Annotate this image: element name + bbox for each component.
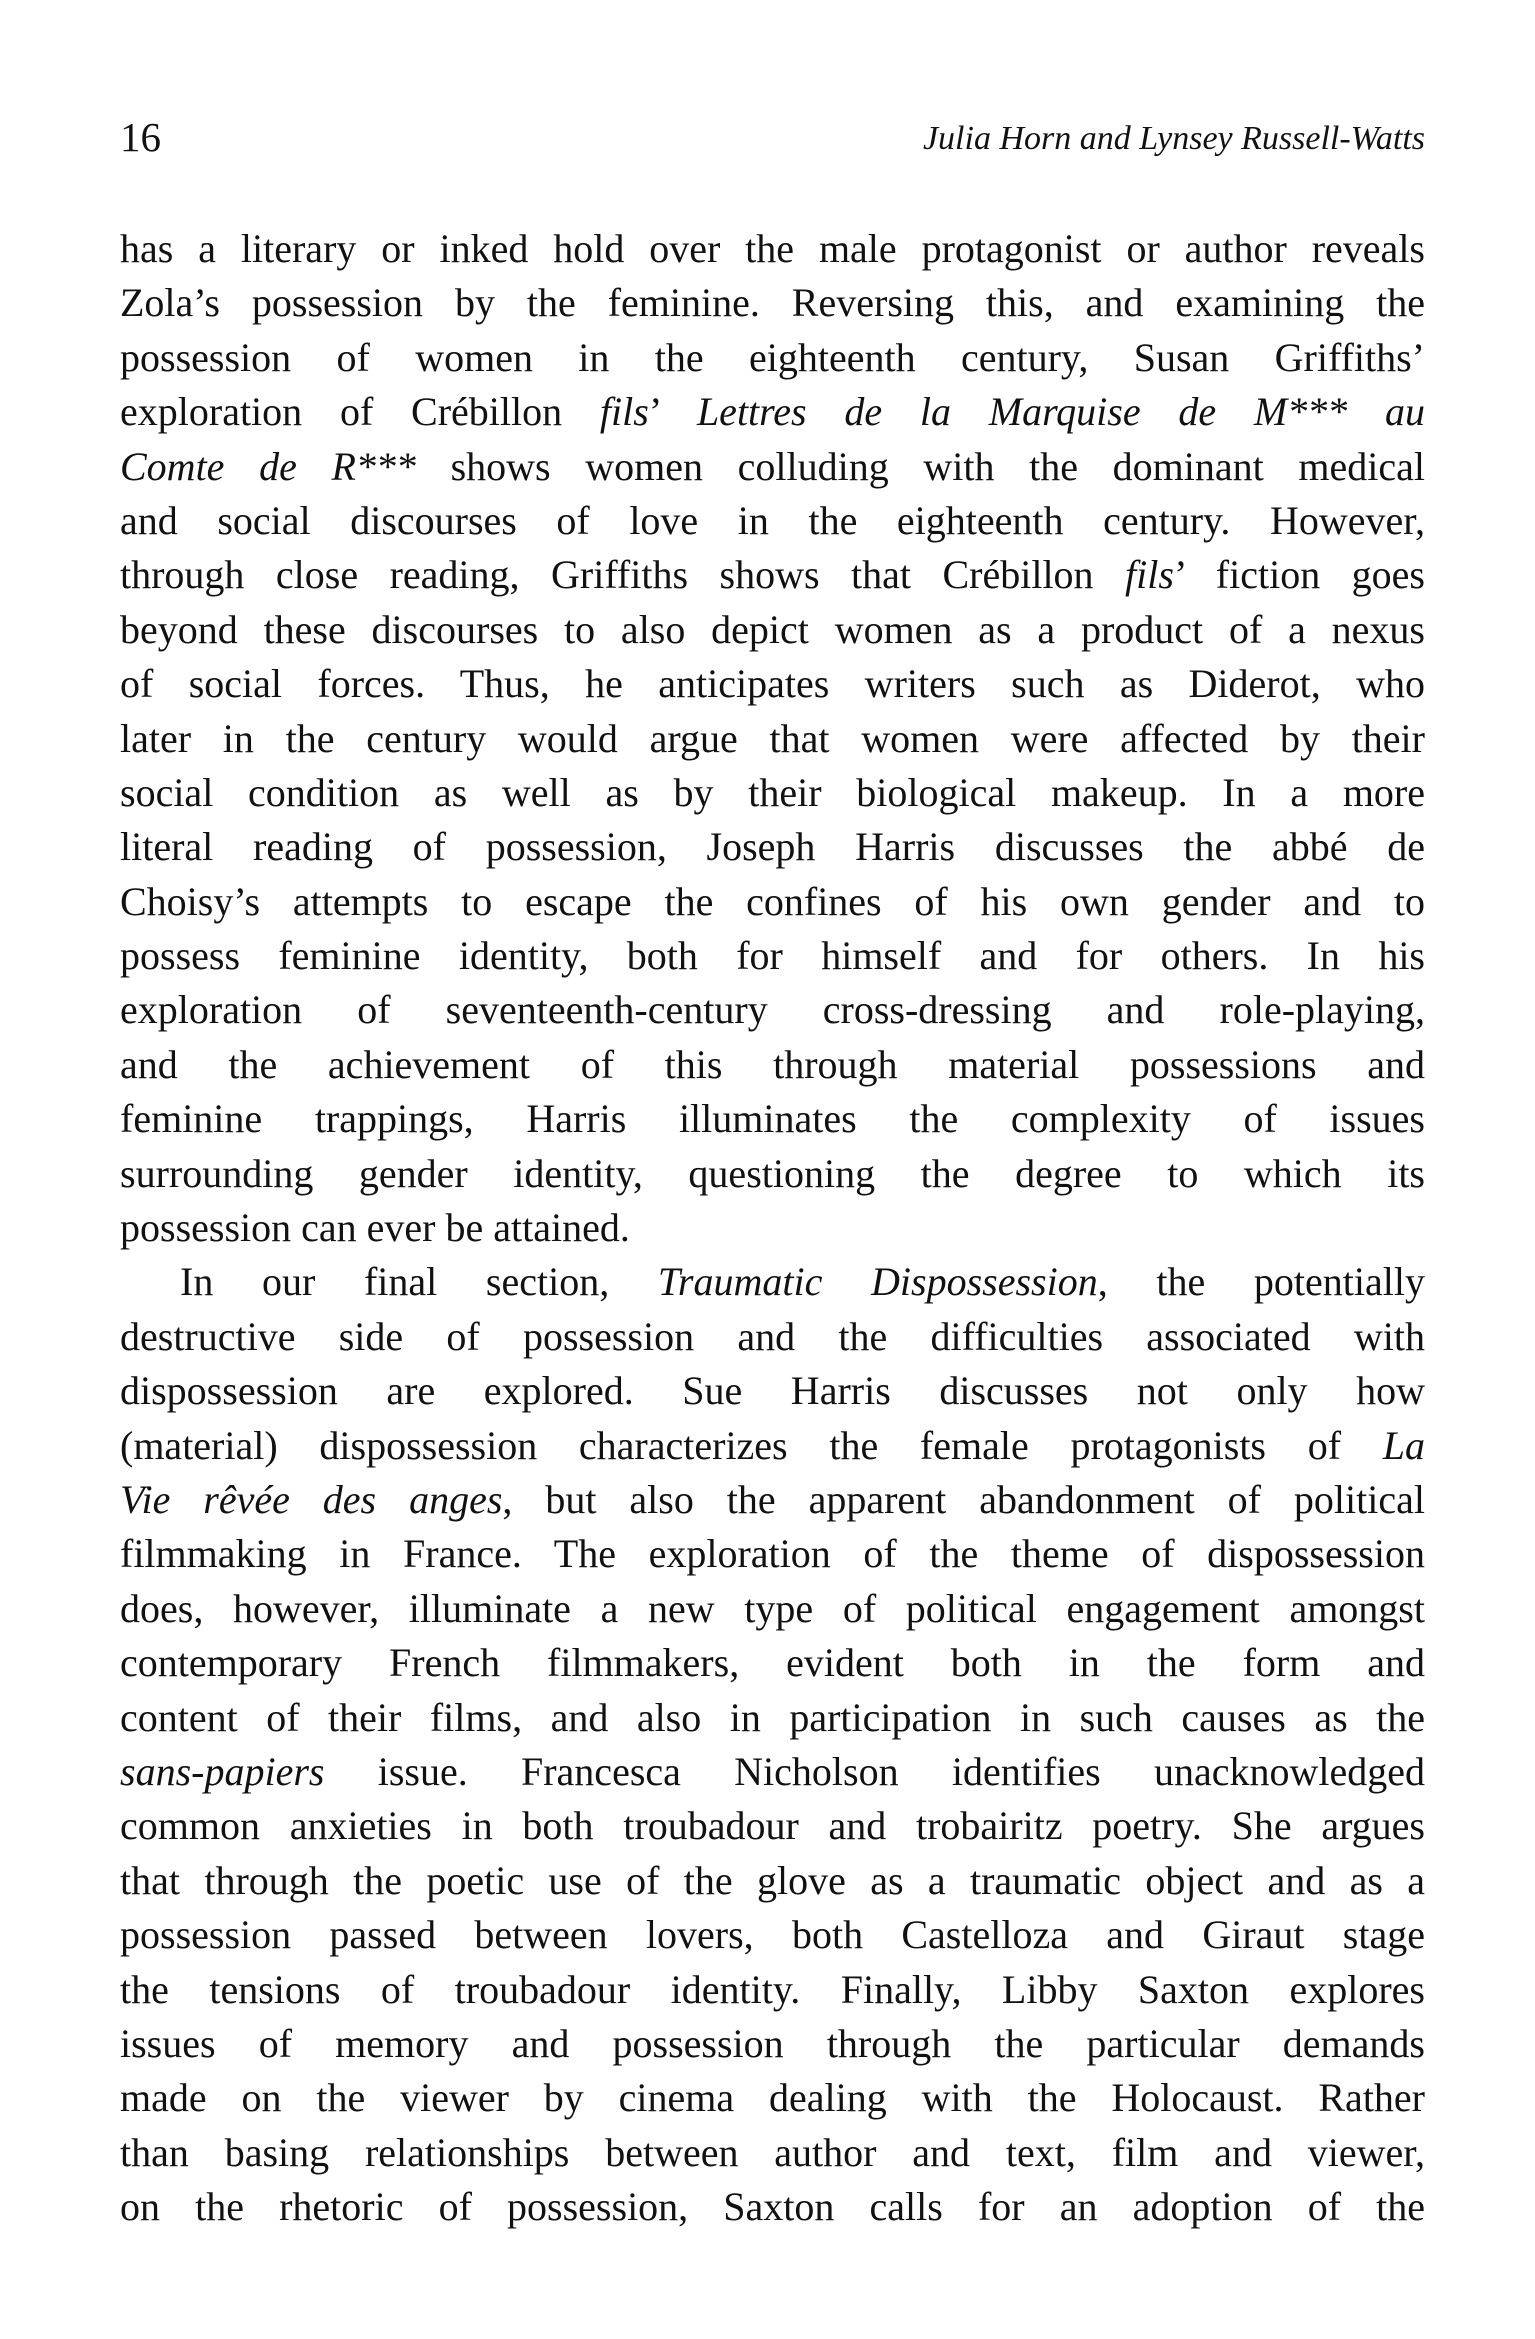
text-segment: made on the viewer by cinema dealing with the Holocaust. Rather (120, 2075, 1425, 2121)
text-line (120, 1147, 1425, 1201)
text-line (120, 1745, 1425, 1799)
italic-text: Vie rêvée des anges (120, 1476, 503, 1522)
page-number: 16 (120, 114, 161, 160)
text-line (120, 2180, 1425, 2234)
text-segment: beyond these discourses to also depict women as a product of a nexus (120, 606, 1425, 652)
text-line (120, 2126, 1425, 2180)
text-line (120, 1092, 1425, 1146)
text-line (120, 2071, 1425, 2125)
text-segment: possession of women in the eighteenth century, Susan Griffiths’ (120, 334, 1425, 380)
text-segment: dispossession are explored. Sue Harris discusses not only how (120, 1368, 1425, 1414)
text-line (120, 1310, 1425, 1364)
text-segment: destructive side of possession and the difficulties associated with (120, 1313, 1425, 1359)
text-line (120, 276, 1425, 330)
text-line (120, 1527, 1425, 1581)
text-line (120, 548, 1425, 602)
text-line (120, 983, 1425, 1037)
text-segment: , the potentially (1097, 1259, 1425, 1305)
text-line (120, 875, 1425, 929)
italic-text: La (1382, 1422, 1425, 1468)
italic-text: Lettres de la Marquise de M*** au (696, 389, 1425, 435)
text-segment: exploration of Crébillon (120, 389, 600, 435)
text-line (120, 1201, 1425, 1255)
text-segment: , but also the apparent abandonment of political (502, 1476, 1425, 1522)
text-line (120, 766, 1425, 820)
text-segment: (material) dispossession characterizes the female protagonists of (120, 1422, 1383, 1468)
text-segment: Choisy’s attempts to escape the confines of his own gender and to (120, 878, 1425, 924)
text-segment: content of their films, and also in participation in such causes as the (120, 1694, 1425, 1740)
text-segment: In our final section, (180, 1259, 658, 1305)
text-segment: does, however, illuminate a new type of political engagement amongst (120, 1585, 1425, 1631)
text-segment: than basing relationships between author and text, film and viewer, (120, 2129, 1425, 2175)
text-line (120, 1582, 1425, 1636)
text-line (120, 2017, 1425, 2071)
italic-text: fils (1125, 552, 1174, 598)
text-line (120, 1691, 1425, 1745)
text-segment: of social forces. Thus, he anticipates writers such as Diderot, who (120, 661, 1425, 707)
text-line (120, 1255, 1425, 1309)
text-line (120, 1799, 1425, 1853)
italic-text: Traumatic Dispossession (657, 1259, 1098, 1305)
text-segment: Zola’s possession by the feminine. Reversing this, and examining the (120, 280, 1425, 326)
text-segment: through close reading, Griffiths shows that Crébillon (120, 552, 1126, 598)
text-segment: has a literary or inked hold over the male protagonist or author reveals (120, 226, 1425, 271)
text-line (120, 712, 1425, 766)
text-segment: possession passed between lovers, both Castelloza and Giraut stage (120, 1912, 1425, 1958)
text-segment: later in the century would argue that women were affected by their (120, 715, 1425, 761)
text-segment: issues of memory and possession through the particular demands (120, 2020, 1425, 2066)
text-segment: possession can ever be attained. (120, 1205, 630, 1251)
text-segment: common anxieties in both troubadour and trobairitz poetry. She argues (120, 1803, 1425, 1849)
text-segment: surrounding gender identity, questioning the degree to which its (120, 1150, 1425, 1196)
text-segment: and social discourses of love in the eighteenth century. However, (120, 497, 1425, 543)
text-line (120, 222, 1425, 276)
text-segment: literal reading of possession, Joseph Harris discusses the abbé de (120, 824, 1425, 870)
text-segment: that through the poetic use of the glove as a traumatic object and as a (120, 1857, 1425, 1903)
text-line (120, 1473, 1425, 1527)
text-line (120, 1364, 1425, 1418)
text-line (120, 1636, 1425, 1690)
text-segment: ’ fiction goes (1173, 552, 1425, 598)
italic-text: Comte de R*** (120, 443, 416, 489)
text-line (120, 657, 1425, 711)
text-line (120, 929, 1425, 983)
text-segment: issue. Francesca Nicholson identifies unacknowledged (324, 1748, 1425, 1794)
text-line (120, 331, 1425, 385)
text-segment: exploration of seventeenth-century cross-dressing and role-playing, (120, 987, 1425, 1033)
text-segment: contemporary French filmmakers, evident both in the form and (120, 1640, 1425, 1686)
text-segment: and the achievement of this through material possessions and (120, 1041, 1425, 1087)
text-segment: shows women colluding with the dominant medical (415, 443, 1425, 489)
text-line (120, 440, 1425, 494)
italic-text: fils (599, 389, 649, 435)
running-head: Julia Horn and Lynsey Russell-Watts (922, 120, 1425, 157)
text-segment: the tensions of troubadour identity. Finally, Libby Saxton explores (120, 1966, 1425, 2012)
text-segment: feminine trappings, Harris illuminates the complexity of issues (120, 1096, 1425, 1142)
italic-text: sans-papiers (120, 1748, 325, 1794)
text-line (120, 820, 1425, 874)
text-line (120, 1908, 1425, 1962)
body-text (120, 222, 1425, 2234)
text-segment: filmmaking in France. The exploration of the theme of dispossession (120, 1531, 1425, 1577)
text-segment: on the rhetoric of possession, Saxton calls for an adoption of the (120, 2184, 1425, 2230)
text-segment: ’ (648, 389, 697, 435)
text-segment: social condition as well as by their biological makeup. In a more (120, 769, 1425, 815)
text-line (120, 1038, 1425, 1092)
text-line (120, 1419, 1425, 1473)
text-line (120, 1854, 1425, 1908)
text-line (120, 603, 1425, 657)
text-segment: possess feminine identity, both for himself and for others. In his (120, 933, 1425, 979)
text-line (120, 1963, 1425, 2017)
text-line (120, 494, 1425, 548)
text-line (120, 385, 1425, 439)
